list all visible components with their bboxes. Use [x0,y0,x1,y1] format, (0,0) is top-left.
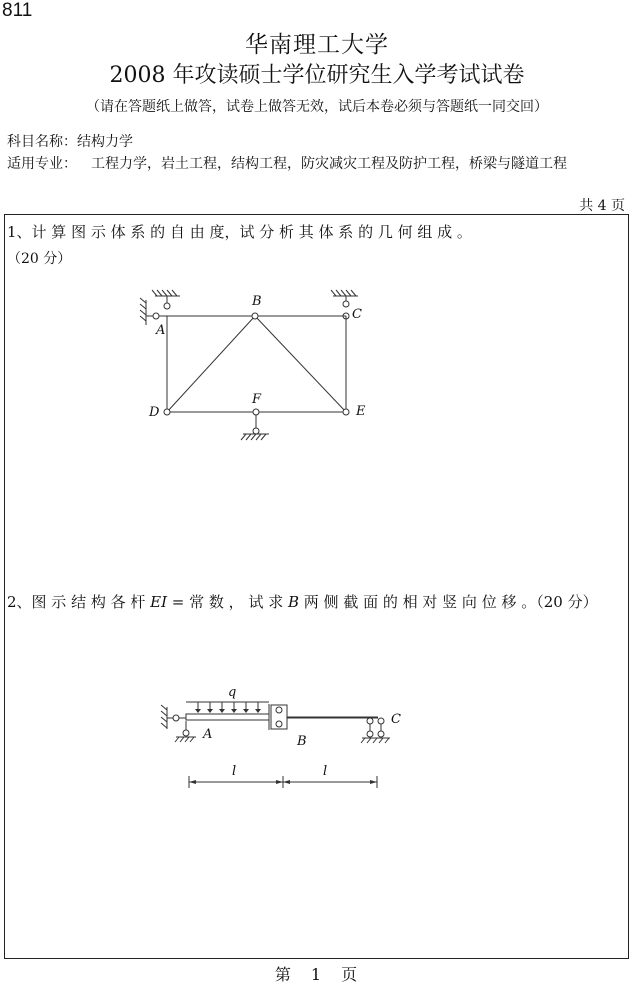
question-2-b: B [287,593,300,611]
major-label: 适用专业： [7,156,77,172]
distributed-load-q [186,702,269,713]
connection-b-icon [269,704,378,730]
label-l2: l [323,764,328,779]
label-l1: l [232,764,237,779]
major-value: 工程力学，岩土工程，结构工程，防灾减灾工程及防护工程，桥梁与隧道工程 [91,156,567,172]
exam-notice: （请在答题纸上做答，试卷上做答无效，试后本卷必须与答题纸一同交回） [86,99,548,115]
exam-code: 811 [2,0,33,21]
question-1-score: （20 分） [7,251,72,267]
total-pages: 共 4 页 [579,198,625,214]
label-c2: C [391,712,401,727]
question-2-score: （20 分） [536,593,598,611]
label-c: C [352,307,362,322]
support-c2-icon [361,718,390,743]
exam-title: 2008 年攻读硕士学位研究生入学考试试卷 [109,63,525,88]
label-f: F [252,392,262,407]
dimension-lines [189,776,377,788]
question-2-ei: EI [150,593,168,611]
label-a: A [156,323,166,338]
label-b: B [252,294,262,309]
school-name: 华南理工大学 [245,32,389,58]
page-number: 第 1 页 [274,965,360,984]
subject-value: 结构力学 [77,134,133,150]
subject-label: 科目名称： [7,134,77,150]
label-a2: A [203,727,213,742]
question-1-text: 1、计 算 图 示 体 系 的 自 由 度，试 分 析 其 体 系 的 几 何 组 成 。 [7,223,472,241]
label-b2: B [297,734,307,749]
label-d: D [149,405,160,420]
question-2-text-mid: = 常 数 ， 试 求 [167,593,288,611]
label-q: q [228,685,237,700]
question-2-text-pre: 2、图 示 结 构 各 杆 [7,593,151,611]
support-a2-icon [161,705,196,742]
label-e: E [356,404,366,419]
question-2-text-post: 两 侧 截 面 的 相 对 竖 向 位 移 。 [299,593,537,611]
